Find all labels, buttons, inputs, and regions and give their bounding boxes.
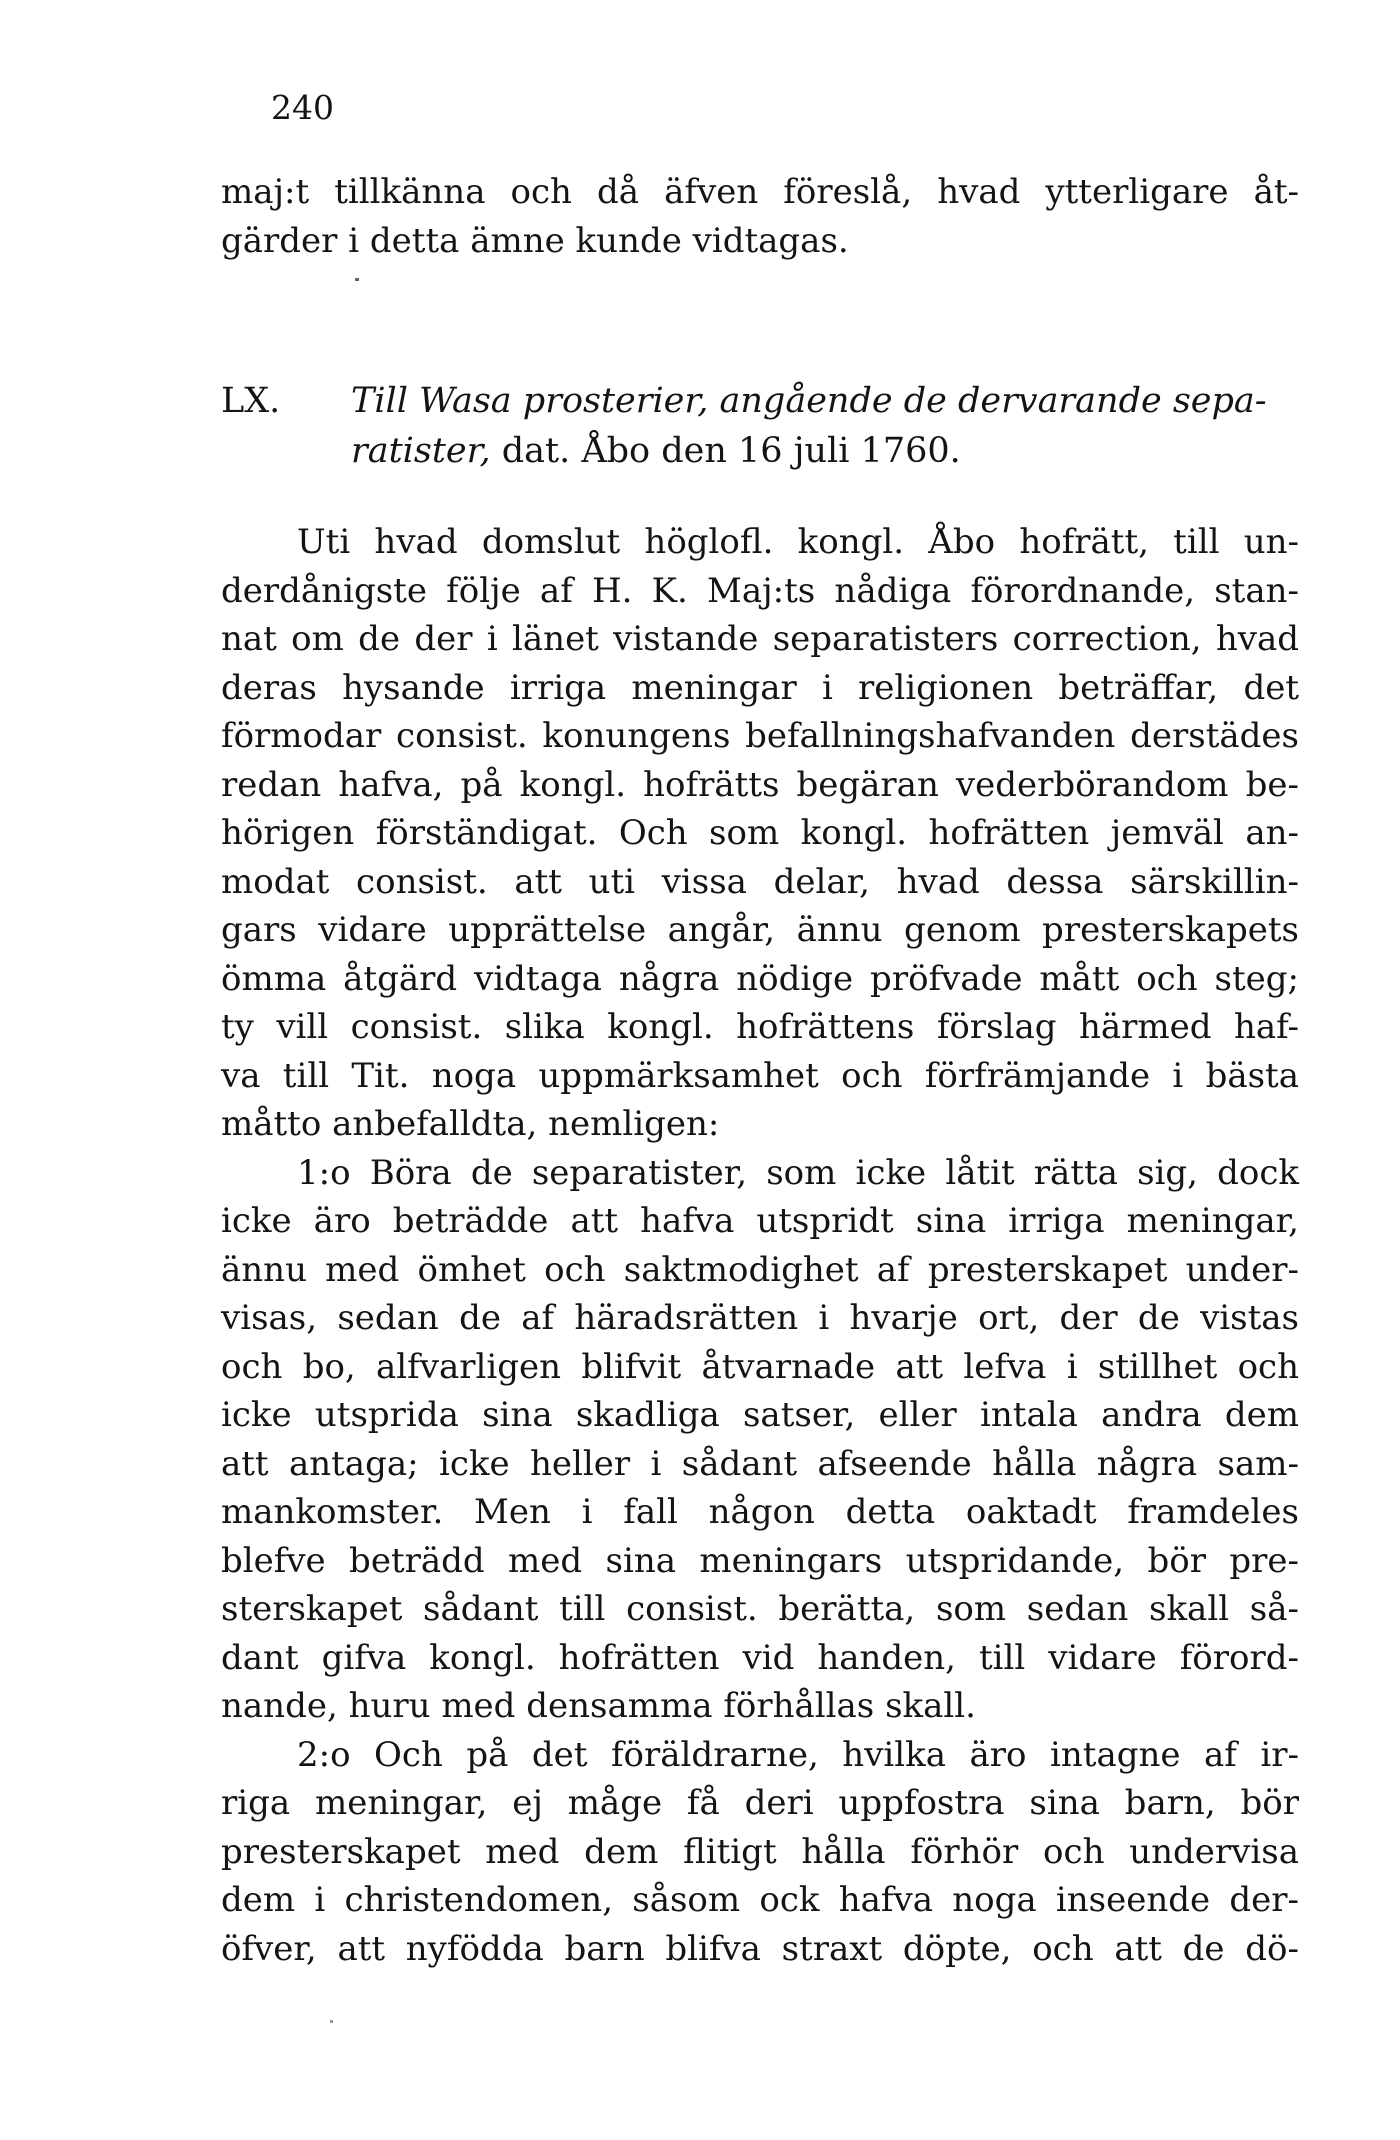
text-line: förmodar consist. konungens befallningshafvanden derstädes	[221, 716, 1299, 756]
text-line: gärder i detta ämne kunde vidtagas.	[221, 220, 849, 261]
text-line: måtto anbefalldta, nemligen:	[221, 1104, 720, 1144]
text-line: icke utsprida sina skadliga satser, eller intala andra dem	[221, 1395, 1299, 1435]
text-line: icke äro beträdde att hafva utspridt sina irriga meningar,	[221, 1201, 1299, 1241]
text-line: ännu med ömhet och saktmodighet af presterskapet under-	[221, 1249, 1299, 1290]
heading-title-cont: ratister,	[351, 431, 491, 471]
text-line: mankomster. Men i fall någon detta oaktadt framdeles	[221, 1492, 1299, 1532]
heading-line-2	[221, 426, 1299, 476]
text-line: redan hafva, på kongl. hofrätts begäran vederbörandom be-	[221, 764, 1299, 805]
text-line: visas, sedan de af häradsrätten i hvarje ort, der de vistas	[221, 1298, 1299, 1338]
text-line: öfver, att nyfödda barn blifva straxt döpte, och att de dö-	[221, 1928, 1299, 1969]
text-line: deras hysande irriga meningar i religionen beträffar, det	[221, 667, 1299, 708]
text-line: ty vill consist. slika kongl. hofrättens förslag härmed haf-	[221, 1007, 1299, 1047]
text-line: presterskapet med dem flitigt hålla förhör och undervisa	[221, 1831, 1299, 1872]
section-number: LX.	[221, 381, 281, 421]
text-line: derdånigste följe af H. K. Maj:ts nådiga förordnande, stan-	[221, 570, 1299, 611]
heading-line-1	[221, 376, 1299, 426]
print-speck	[330, 2020, 333, 2023]
text-line: nat om de der i länet vistande separatisters correction, hvad	[221, 619, 1299, 659]
text-line: blefve beträdd med sina meningars utspridande, bör pre-	[221, 1540, 1299, 1581]
print-speck	[355, 278, 359, 281]
text-line: modat consist. att uti vissa delar, hvad dessa särskillin-	[221, 861, 1299, 902]
section-heading	[221, 376, 1299, 476]
body-text	[221, 518, 1299, 1973]
text-line: 1:o Böra de separatister, som icke låtit rätta sig, dock	[297, 1152, 1299, 1193]
text-line: maj:t tillkänna och då äfven föreslå, hvad ytterligare åt-	[221, 172, 1299, 212]
text-line: sterskapet sådant till consist. berätta, som sedan skall så-	[221, 1589, 1299, 1629]
text-line: hörigen förständigat. Och som kongl. hofrätten jemväl an-	[221, 813, 1299, 853]
heading-date: dat. Åbo den 16 juli 1760.	[490, 431, 961, 471]
text-line: nande, huru med densamma förhållas skall.	[221, 1686, 976, 1726]
text-line: ömma åtgärd vidtaga några nödige pröfvade mått och steg;	[221, 958, 1299, 999]
text-line: dant gifva kongl. hofrätten vid handen, till vidare förord-	[221, 1637, 1299, 1678]
text-line: dem i christendomen, såsom ock hafva noga inseende der-	[221, 1880, 1299, 1920]
page-number: 240	[271, 88, 334, 127]
text-line: gars vidare upprättelse angår, ännu genom presterskapets	[221, 910, 1299, 950]
text-line: Uti hvad domslut höglofl. kongl. Åbo hofrätt, till un-	[297, 522, 1299, 562]
heading-title: Till Wasa prosterier, angående de dervarande sepa-	[351, 381, 1267, 421]
text-line: riga meningar, ej måge få deri uppfostra sina barn, bör	[221, 1783, 1299, 1823]
text-line: och bo, alfvarligen blifvit åtvarnade att lefva i stillhet och	[221, 1346, 1299, 1387]
text-line: 2:o Och på det föräldrarne, hvilka äro intagne af ir-	[297, 1734, 1299, 1775]
intro-paragraph	[221, 168, 1299, 265]
text-line: va till Tit. noga uppmärksamhet och förfrämjande i bästa	[221, 1055, 1299, 1096]
text-line: att antaga; icke heller i sådant afseende hålla några sam-	[221, 1443, 1299, 1484]
